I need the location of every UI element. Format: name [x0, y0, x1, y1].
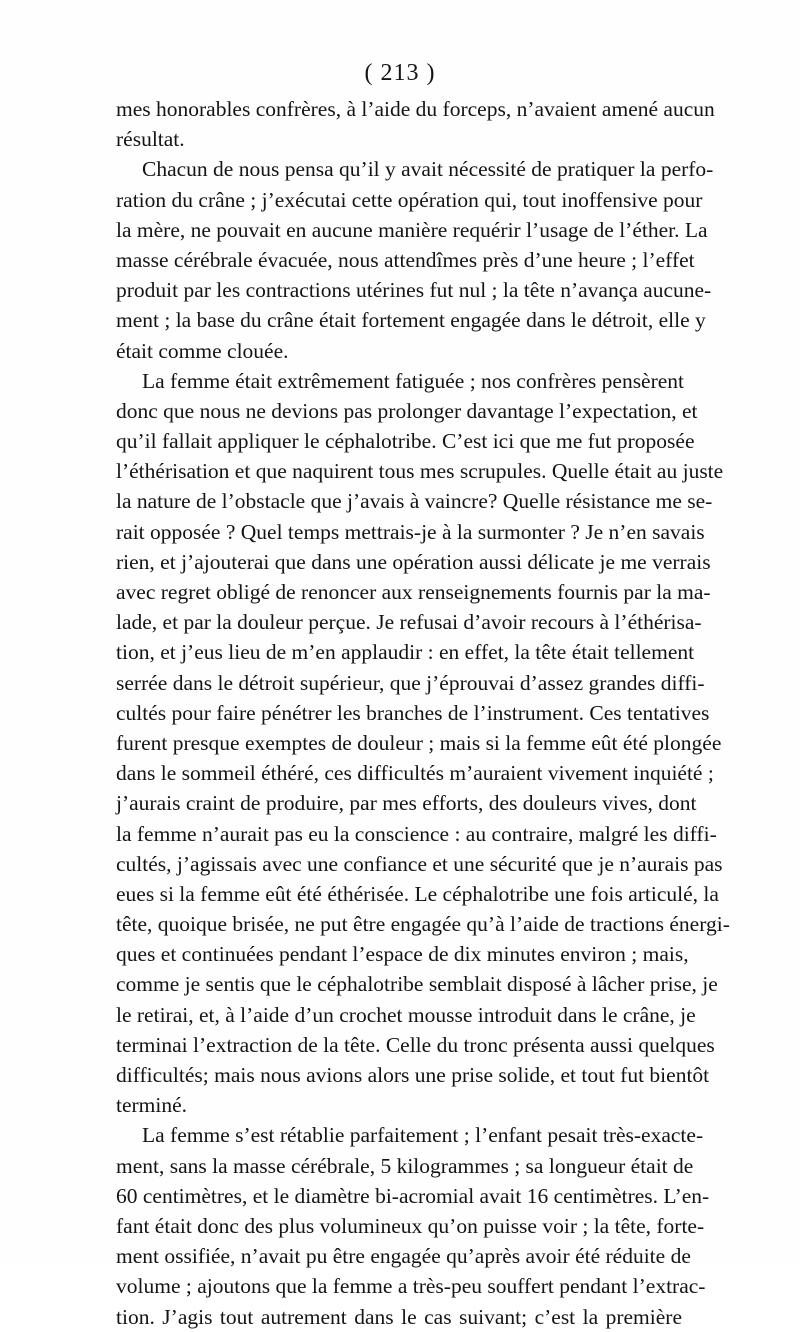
- text-line: mes honorables confrères, à l’aide du forceps, n’avaient amené aucun: [116, 97, 715, 121]
- text-line: résultat.: [116, 127, 185, 152]
- text-line: 60 centimètres, et le diamètre bi-acromial avait 16 centimètres. L’en-: [116, 1183, 710, 1208]
- text-line: ment, sans la masse cérébrale, 5 kilogrammes ; sa longueur était de: [116, 1153, 694, 1178]
- text-line: rait opposée ? Quel temps mettrais-je à la surmonter ? Je n’en savais: [116, 519, 705, 544]
- text-line: terminai l’extraction de la tête. Celle du tronc présenta aussi quelques: [116, 1032, 715, 1057]
- text-line: donc que nous ne devions pas prolonger davantage l’expectation, et: [116, 398, 698, 423]
- text-line: comme je sentis que le céphalotribe semblait disposé à lâcher prise, je: [116, 972, 718, 997]
- text-line: la femme n’aurait pas eu la conscience : au contraire, malgré les diffi-: [116, 821, 717, 846]
- text-line: la mère, ne pouvait en aucune manière requérir l’usage de l’éther. La: [116, 217, 708, 242]
- text-line: rien, et j’ajouterai que dans une opération aussi délicate je me verrais: [116, 549, 711, 574]
- text-line: Chacun de nous pensa qu’il y avait nécessité de pratiquer la perfo-: [142, 157, 714, 182]
- text-line: ration du crâne ; j’exécutai cette opération qui, tout inoffensive pour: [116, 187, 703, 212]
- page-number: ( 213 ): [364, 60, 436, 86]
- text-line: difficultés; mais nous avions alors une prise solide, et tout fut bientôt: [116, 1063, 710, 1087]
- text-line: tête, quoique brisée, ne put être engagée qu’à l’aide de tractions énergi-: [116, 912, 730, 937]
- text-line: l’éthérisation et que naquirent tous mes scrupules. Quelle était au juste: [116, 459, 724, 484]
- text-line: était comme clouée.: [116, 338, 289, 363]
- text-line: ment ; la base du crâne était fortement engagée dans le détroit, elle y: [116, 308, 706, 333]
- text-line: j’aurais craint de produire, par mes efforts, des douleurs vives, dont: [116, 791, 697, 816]
- text-line: produit par les contractions utérines fut nul ; la tête n’avança aucune-: [116, 278, 712, 303]
- text-line: ques et continuées pendant l’espace de dix minutes environ ; mais,: [116, 942, 689, 967]
- text-line: cultés, j’agissais avec une confiance et une sécurité que je n’aurais pas: [116, 851, 723, 876]
- text-line: qu’il fallait appliquer le céphalotribe. C’est ici que me fut proposée: [116, 429, 695, 454]
- paragraph: [116, 366, 730, 1121]
- text-line: La femme s’est rétablie parfaitement ; l’enfant pesait très-exacte-: [142, 1123, 704, 1148]
- text-line: tion, et j’eus lieu de m’en applaudir : en effet, la tête était tellement: [116, 640, 695, 665]
- text-line: avec regret obligé de renoncer aux renseignements fournis par la ma-: [116, 580, 711, 604]
- paragraph: [116, 1120, 710, 1331]
- text-line: lade, et par la douleur perçue. Je refusai d’avoir recours à l’éthérisa-: [116, 610, 702, 635]
- text-line: ment ossifiée, n’avait pu être engagée qu’après avoir été réduite de: [116, 1244, 691, 1269]
- text-line: tion. J’agis tout autrement dans le cas suivant; c’est la première: [116, 1304, 682, 1329]
- text-line: eues si la femme eût été éthérisée. Le céphalotribe une fois articulé, la: [116, 881, 719, 906]
- text-line: cultés pour faire pénétrer les branches de l’instrument. Ces tentatives: [116, 700, 710, 725]
- text-line: volume ; ajoutons que la femme a très-peu souffert pendant l’extrac-: [116, 1274, 706, 1299]
- paragraph: [116, 154, 714, 365]
- text-line: furent presque exemptes de douleur ; mais si la femme eût été plongée: [116, 730, 722, 755]
- text-line: le retirai, et, à l’aide d’un crochet mousse introduit dans le crâne, je: [116, 1002, 696, 1027]
- text-line: dans le sommeil éthéré, ces difficultés m’auraient vivement inquiété ;: [116, 761, 714, 786]
- text-line: serrée dans le détroit supérieur, que j’éprouvai d’assez grandes diffi-: [116, 670, 705, 695]
- paragraph: [116, 94, 715, 154]
- text-line: fant était donc des plus volumineux qu’on puisse voir ; la tête, forte-: [116, 1213, 705, 1238]
- text-line: La femme était extrêmement fatiguée ; nos confrères pensèrent: [142, 368, 685, 393]
- text-line: la nature de l’obstacle que j’avais à vaincre? Quelle résistance me se-: [116, 489, 713, 514]
- text-line: terminé.: [116, 1093, 188, 1118]
- body-text: [116, 94, 730, 1332]
- text-line: masse cérébrale évacuée, nous attendîmes près d’une heure ; l’effet: [116, 247, 695, 272]
